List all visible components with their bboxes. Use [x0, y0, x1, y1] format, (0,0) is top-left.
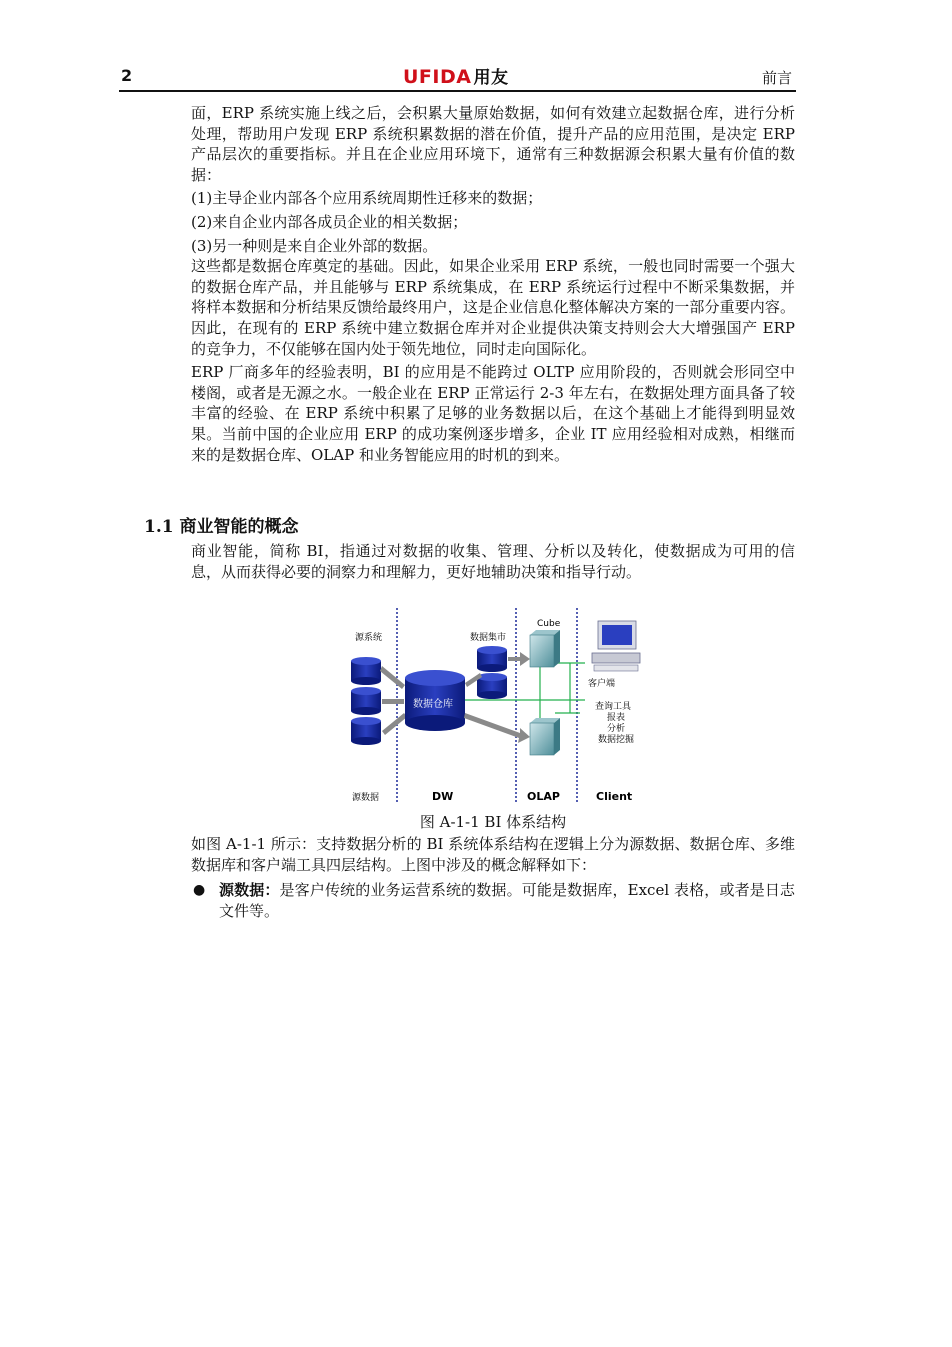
source-db-icon — [351, 717, 381, 745]
label-mining: 数据挖掘 — [598, 735, 635, 745]
label-source-data: 源数据 — [352, 793, 380, 803]
bullet-definition: 是客户传统的业务运营系统的数据。可能是数据库，Excel 表格，或者是日志文件等。 — [219, 881, 795, 920]
list-item: (2)来自企业内部各成员企业的相关数据； — [191, 212, 468, 231]
label-cube: Cube — [537, 619, 561, 629]
client-computer-icon — [592, 621, 640, 671]
bi-architecture-figure — [330, 603, 660, 808]
arrow-icon — [382, 699, 404, 704]
bullet-icon: ● — [193, 882, 206, 898]
paragraph: 这些都是数据仓库奠定的基础。因此，如果企业采用 ERP 系统，一般也同时需要一个强大的数据仓库产品，并且能够与 ERP 系统集成，在 ERP 系统运行过程中不断采集数据，并将样本数据和分析结果反馈给最终用户，这是企业信息化整体解决方案的一部分重要内容。因此，在现有的 ERP 系统中建立数据仓库并对企业提供决策支持则会大大增强国产 ERP 的竞争力，不仅能够在国内处于领先地位，同时走向国际化。 — [191, 257, 795, 358]
ufida-logo — [403, 63, 508, 88]
source-db-icon — [351, 657, 381, 685]
page-number: 2 — [121, 66, 133, 85]
label-client-side: 客户端 — [588, 679, 616, 689]
arrow-icon — [508, 652, 530, 666]
data-warehouse-icon — [405, 670, 465, 731]
section-intro — [191, 541, 795, 582]
label-analysis: 分析 — [607, 724, 626, 734]
label-query-tool: 查询工具 — [595, 702, 632, 712]
body-text — [191, 103, 795, 465]
paragraph: 如图 A-1-1 所示：支持数据分析的 BI 系统体系结构在逻辑上分为源数据、数据仓库、多维数据库和客户端工具四层结构。上图中涉及的概念解释如下： — [191, 835, 795, 874]
arrow-icon — [380, 666, 405, 689]
label-dw: DW — [432, 790, 454, 803]
bullet-item — [191, 880, 795, 921]
olap-cube-icon — [530, 630, 560, 667]
label-data-mart: 数据集市 — [470, 633, 507, 643]
bullet-text — [219, 880, 795, 921]
section-heading: 1.1 商业智能的概念 — [144, 517, 299, 537]
olap-cube-icon — [530, 718, 560, 755]
data-mart-icon — [477, 646, 507, 672]
logo-en: UFIDA — [403, 66, 472, 88]
label-warehouse: 数据仓库 — [413, 699, 453, 710]
figure-caption: 图 A-1-1 BI 体系结构 — [419, 813, 567, 831]
after-figure-text — [191, 834, 795, 875]
arrow-icon — [464, 713, 530, 743]
logo-cn: 用友 — [473, 68, 509, 88]
label-client: Client — [596, 790, 633, 803]
label-source-system: 源系统 — [355, 633, 383, 643]
chapter-title: 前言 — [761, 69, 792, 87]
bullet-term: 源数据： — [219, 881, 280, 899]
list-item: (1)主导企业内部各个应用系统周期性迁移来的数据； — [191, 189, 543, 208]
label-olap: OLAP — [527, 790, 560, 803]
source-db-icon — [351, 687, 381, 715]
paragraph: 商业智能，简称 BI，指通过对数据的收集、管理、分析以及转化，使数据成为可用的信息，从而获得必要的洞察力和理解力，更好地辅助决策和指导行动。 — [191, 542, 795, 581]
paragraph: 面，ERP 系统实施上线之后，会积累大量原始数据，如何有效建立起数据仓库，进行分析处理，帮助用户发现 ERP 系统积累数据的潜在价值，提升产品的应用范围，是决定 ERP 产品层次的重要指标。并且在企业应用环境下，通常有三种数据源会积累大量有价值的数据： — [191, 104, 795, 184]
label-report: 报表 — [607, 713, 626, 723]
paragraph: ERP 厂商多年的经验表明，BI 的应用是不能跨过 OLTP 应用阶段的，否则就会形同空中楼阁，或者是无源之水。一般企业在 ERP 正常运行 2-3 年左右，在数据处理方面具备了较丰富的经验、在 ERP 系统中积累了足够的业务数据以后，在这个基础上才能得到明显效果。当前中国的企业应用 ERP 的成功案例逐步增多，企业 IT 应用经验相对成熟，相继而来的是数据仓库、OLAP 和业务智能应用的时机的到来。 — [191, 363, 795, 464]
page-header — [119, 62, 796, 92]
arrow-icon — [382, 713, 407, 735]
list-item: (3)另一种则是来自企业外部的数据。 — [191, 236, 438, 255]
